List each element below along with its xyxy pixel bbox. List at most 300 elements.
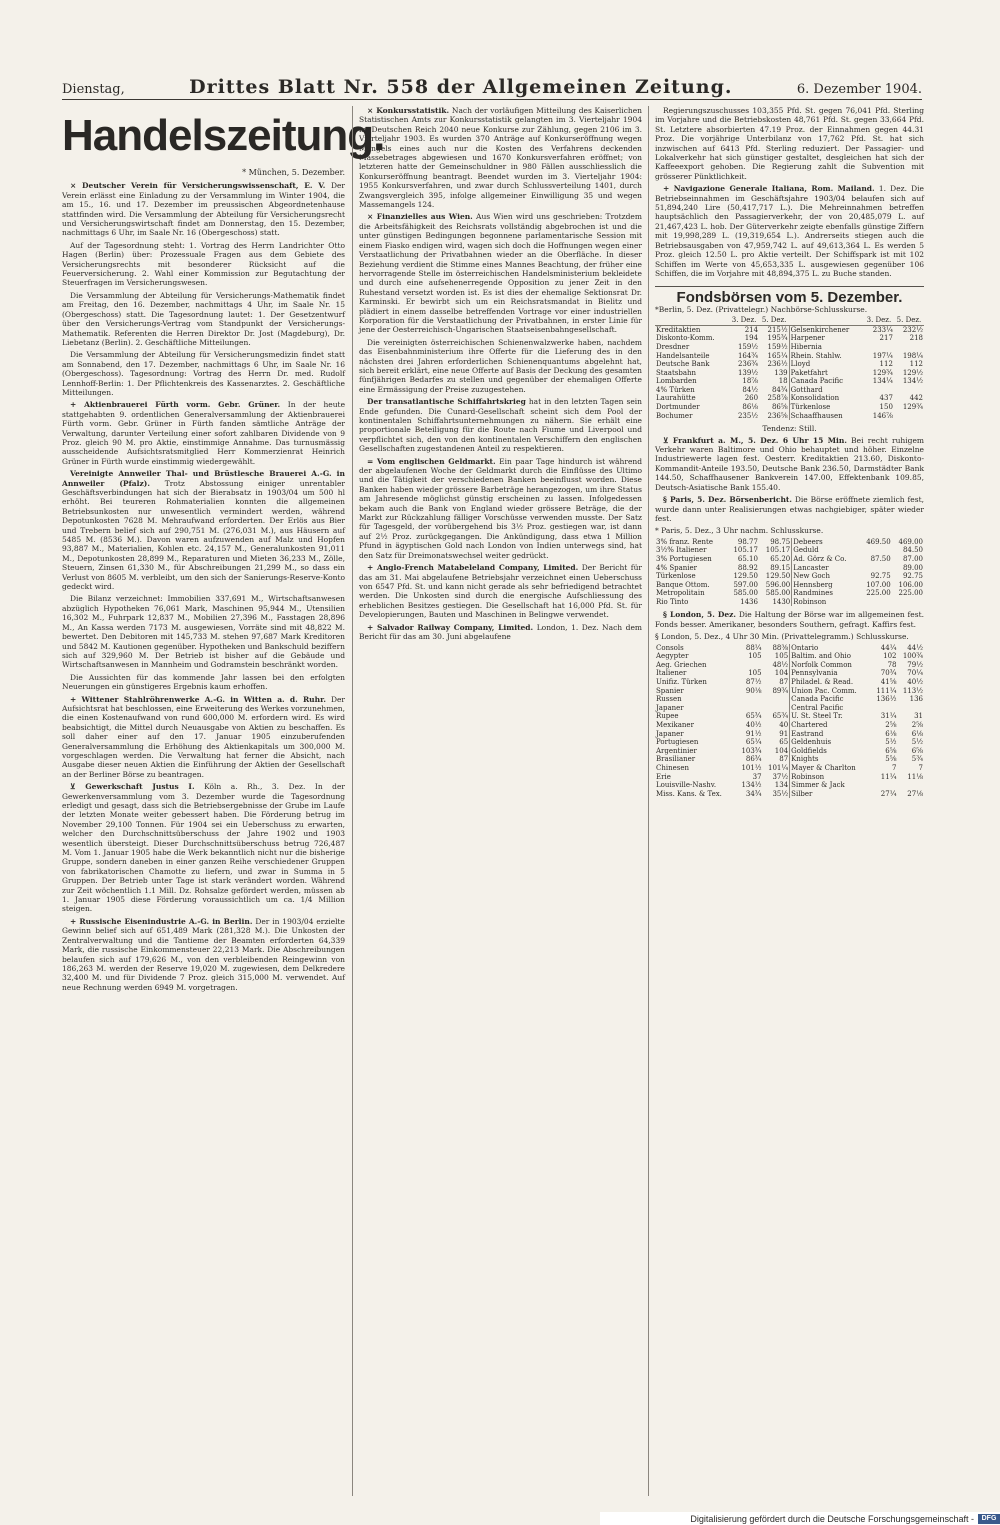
column-1-body bbox=[62, 181, 345, 992]
table-header-cell bbox=[789, 316, 864, 325]
article-paragraph bbox=[62, 673, 345, 692]
section-masthead: Handelszeitung. bbox=[62, 111, 385, 160]
london-heading: § London, 5. Dez. bbox=[663, 610, 737, 620]
security-name: Rio Tinto bbox=[656, 597, 689, 606]
quote-value: 86⅛ bbox=[742, 403, 759, 412]
table-row bbox=[655, 678, 924, 687]
security-name: Japaner bbox=[656, 729, 684, 738]
article-heading: × Deutscher Verein für Versicherungswissenschaft, E. V. bbox=[70, 181, 326, 191]
quote-value: 236½ bbox=[767, 360, 788, 369]
article-paragraph bbox=[655, 184, 924, 278]
london-text: Die Haltung der Börse war im allgemeinen fest. Fonds besser. Amerikaner, besonders Southern, gefragt. Kaffirs fest. bbox=[655, 610, 924, 629]
article-text: hat in den letzten Tagen sein Ende gefunden. Die Cunard-Gesellschaft scheint sich dem Pool der kontinentalen Schiffahrtsunternehmungen zu nähern. Sie erhält eine proportionale Beteiligung für die Route nach Fiume und Liverpool und verpflichtet sich, den von den kontinentalen Verschiffern den englischen Gesellschaften zugestandenen Anteil zu respektieren. bbox=[359, 397, 642, 454]
quote-value: 87 bbox=[779, 678, 789, 687]
article-paragraph bbox=[62, 782, 345, 914]
quote-value: 1436 bbox=[740, 597, 758, 606]
quote-value: 105 bbox=[748, 652, 762, 661]
quote-value: 31 bbox=[914, 712, 923, 721]
quote-value: 106.00 bbox=[898, 580, 923, 589]
quote-value: 65 bbox=[779, 738, 789, 747]
london-report bbox=[655, 610, 924, 629]
column-3-body bbox=[655, 106, 924, 278]
paris-quotes-table bbox=[655, 538, 924, 607]
quote-value: 35½ bbox=[772, 789, 789, 798]
quote-value: 258⅞ bbox=[767, 394, 788, 403]
quote-value: 150 bbox=[879, 403, 893, 412]
quote-value: 89¾ bbox=[772, 686, 789, 695]
table-row bbox=[655, 755, 924, 764]
quote-value: 139½ bbox=[737, 368, 759, 377]
security-name: Mexikaner bbox=[656, 721, 694, 730]
article-text: Die vereinigten österreichischen Schienenwalzwerke haben, nachdem das Eisenbahnministerium ihre Offerte für die Lieferung des in den nächsten drei Jahren erforderlichen Schienenquantums abgelehnt hat, sich bereit erklärt, eine neue Offerte auf Basis der Deckung des gesamten fünfjährigen Bedarfes zu stellen und gegenüber der ehemaligen Offerte eine Ermässigung der Preise zuzugestehen. bbox=[359, 337, 642, 394]
dateline: * München, 5. Dezember. bbox=[242, 168, 345, 177]
column-1 bbox=[62, 106, 385, 1496]
quote-value: 88¼ bbox=[745, 643, 762, 652]
security-name: Deutsche Bank bbox=[656, 360, 710, 369]
berlin-table-body bbox=[655, 325, 924, 420]
article-heading: + Navigazione Generale Italiana, Rom. Mailand. bbox=[663, 184, 875, 194]
security-name: Pennsylvania bbox=[790, 669, 871, 678]
quote-value bbox=[894, 412, 924, 421]
article-text: Der Aufsichtsrat hat beschlossen, eine Erweiterung des Werkes vorzunehmen, die einen Kostenaufwand von rund 600,000 M. erfordern wird. Es wird beabsichtigt, die Mittel durch Neuausgabe von Aktien zu beschaffen. Es soll daher einer auf den 17. Januar 1905 einzuberufenden Generalversammlung die Erhöhung des Aktienkapitals um 300,000 M. vorgeschlagen werden. Die Verwaltung hat ferner die Absicht, nach Ausgabe dieser neuen Aktien die Einführung der Aktien der Gesellschaft an der Berliner Börse zu beantragen. bbox=[62, 694, 345, 779]
security-name: Unifiz. Türken bbox=[656, 678, 707, 687]
article-paragraph bbox=[62, 917, 345, 992]
table-row bbox=[655, 343, 924, 352]
quote-value: 236¾ bbox=[737, 360, 759, 369]
quote-value: 111¼ bbox=[876, 686, 897, 695]
security-name: Canada Pacific bbox=[790, 695, 871, 704]
security-name: 3% Portugiesen bbox=[656, 554, 712, 563]
quote-value: 218 bbox=[909, 334, 923, 343]
quote-value: 469.00 bbox=[898, 537, 923, 546]
article-text: Köln a. Rh., 3. Dez. In der Gewerkenversammlung vom 3. Dezember wurde die Tagesordnung erledigt und gesagt, dass sich die Betriebsergebnisse der Grube im Laufe der letzten Monate weiter gebessert haben. Die Förderung betrug im November 29,100 Tonnen. Für 1904 sei ein Ueberschuss zu erwarten, welcher den Durchschnittsüberschuss der Jahre 1902 und 1903 wesentlich übersteigt. Dieser Durchschnittsüberschuss betrug 726,487 M. Vom 1. Januar 1905 habe die Werk bekanntlich nicht nur die bisherige Gruppe, sondern daneben in einer ganzen Reihe verschiedener Gruppen von fabrikatorischen Chamotte zu liefern, und zwar in Summa in 5 Gruppen. Der Betrieb unter Tage ist stark verändert worden. Während zur Zeit wöchentlich 1.1 Mill. Dz. Rohsalze gefördert werden, müssen ab 1. Januar 1905 diese Förderung voraussichtlich um ca. 1/4 Million steigen. bbox=[62, 782, 346, 914]
article-paragraph bbox=[62, 291, 345, 347]
quote-value: 136 bbox=[909, 695, 923, 704]
security-name: Harpener bbox=[789, 334, 864, 343]
security-name: Chinesen bbox=[656, 764, 689, 772]
quote-value: 89.00 bbox=[902, 563, 923, 572]
security-name: Simmer & Jack bbox=[790, 781, 871, 790]
paris-subheading: * Paris, 5. Dez., 3 Uhr nachm. Schlusskurse. bbox=[655, 526, 824, 536]
security-name: Laurahütte bbox=[656, 394, 696, 403]
security-name: New Goch bbox=[792, 572, 860, 581]
article-paragraph bbox=[62, 181, 345, 237]
quote-value: 129¾ bbox=[872, 368, 893, 377]
article-paragraph bbox=[655, 106, 924, 181]
security-name: Erie bbox=[656, 772, 671, 781]
quote-value: 40½ bbox=[745, 721, 762, 730]
quote-value: 65¾ bbox=[745, 712, 762, 721]
table-row bbox=[655, 386, 924, 395]
quote-value: 11¼ bbox=[880, 772, 897, 781]
quote-value bbox=[860, 546, 892, 555]
security-name: Argentinier bbox=[656, 746, 697, 755]
quote-value bbox=[864, 343, 894, 352]
article-paragraph bbox=[62, 469, 345, 591]
quote-value: 98.77 bbox=[737, 537, 758, 546]
quote-value: 91½ bbox=[745, 729, 762, 738]
quote-value: 91 bbox=[779, 729, 789, 738]
berlin-tendency: Tendenz: Still. bbox=[762, 424, 817, 434]
table-row bbox=[655, 589, 924, 598]
security-name: Geduld bbox=[792, 546, 860, 555]
quote-value: 139 bbox=[774, 368, 788, 377]
article-heading: + Russische Eisenindustrie A.-G. in Berlin. bbox=[70, 916, 253, 926]
quote-value: 86¾ bbox=[745, 755, 762, 764]
quote-value: 6⅛ bbox=[885, 729, 897, 738]
table-row bbox=[655, 546, 924, 555]
quote-value: 87.00 bbox=[902, 554, 923, 563]
table-row bbox=[655, 730, 924, 739]
security-name: Louisville-Nashv. bbox=[656, 781, 717, 790]
quote-value: 105 bbox=[748, 669, 762, 678]
table-header-cell: 5. Dez. bbox=[759, 316, 789, 325]
article-heading: Vereinigte Annweiler Thal- und Brüstlesche Brauerei A.-G. in Annweiler (Pfalz). bbox=[62, 469, 345, 488]
quote-value: 101¼ bbox=[768, 764, 789, 772]
quote-value: 5⅝ bbox=[885, 755, 897, 764]
table-row bbox=[655, 712, 924, 721]
quote-value: 89.15 bbox=[770, 563, 791, 572]
quote-value: 129½ bbox=[902, 368, 923, 377]
quote-value: 597.00 bbox=[733, 580, 758, 589]
security-name: Knights bbox=[790, 755, 871, 764]
table-header-cell: 5. Dez. bbox=[894, 316, 924, 325]
table-row bbox=[655, 669, 924, 678]
security-name: Goldfields bbox=[790, 747, 871, 756]
article-text: Die Versammlung der Abteilung für Versicherungs-Mathematik findet am Freitag, den 16. Dezember, nachmittags 4 Uhr, im Saale Nr. 15 (Obergeschoss) statt. Die Tagesordnung lautet: 1. Der Gesetzentwurf über den Versicherungs-Vertrag vom Standpunkt der Versicherungs-Mathematik. Referenten die Herren Direktor Dr. Jost (Magdeburg), Dr. Liebetanz (Berlin). 2. Geschäftliche Mitteilungen. bbox=[62, 290, 345, 347]
quote-value: 27¼ bbox=[880, 789, 897, 798]
quote-value: 88⅜ bbox=[772, 643, 789, 652]
article-paragraph bbox=[359, 338, 642, 394]
quote-value: 70¼ bbox=[907, 669, 923, 678]
quote-value: 442 bbox=[909, 394, 923, 403]
table-row bbox=[655, 790, 924, 799]
quote-value: 260 bbox=[744, 394, 759, 403]
quote-value: 98.75 bbox=[770, 537, 791, 546]
quote-value: 87½ bbox=[745, 678, 762, 687]
quote-value bbox=[864, 386, 894, 395]
table-row bbox=[655, 352, 924, 361]
paris-heading: § Paris, 5. Dez. Börsenbericht. bbox=[663, 495, 792, 505]
paris-table-body bbox=[655, 538, 924, 607]
quote-value: 48½ bbox=[772, 660, 789, 669]
security-name: Robinson bbox=[790, 773, 871, 782]
security-name: Hibernia bbox=[789, 343, 864, 352]
article-paragraph bbox=[62, 241, 345, 288]
security-name: Lombarden bbox=[656, 377, 697, 386]
quote-value: 113½ bbox=[902, 686, 923, 695]
quote-value bbox=[898, 781, 925, 790]
quote-value: 101½ bbox=[741, 764, 762, 772]
security-name: 4% Spanier bbox=[656, 563, 698, 572]
security-name: Dortmunder bbox=[656, 403, 700, 412]
table-row bbox=[655, 394, 924, 403]
security-name: Staatsbahn bbox=[656, 368, 697, 377]
security-name: Chartered bbox=[790, 721, 871, 730]
quote-value: 585.00 bbox=[733, 589, 758, 598]
quote-value bbox=[892, 598, 924, 607]
table-header-cell: 3. Dez. bbox=[864, 316, 894, 325]
security-name: Russen bbox=[656, 695, 682, 704]
security-name: Ontario bbox=[790, 644, 871, 653]
column-2 bbox=[352, 106, 642, 1496]
quote-value: 197¼ bbox=[872, 351, 893, 360]
quote-value: 225.00 bbox=[898, 589, 923, 598]
quote-value: 27⅛ bbox=[907, 789, 923, 798]
table-row bbox=[655, 781, 924, 790]
quote-value bbox=[860, 598, 892, 607]
quote-value: 87 bbox=[779, 755, 789, 764]
article-paragraph bbox=[359, 397, 642, 453]
column-3 bbox=[648, 106, 924, 1496]
london-subheading: § London, 5. Dez., 4 Uhr 30 Min. (Privattelegramm.) Schlusskurse. bbox=[655, 632, 909, 642]
quote-value: 44½ bbox=[907, 643, 923, 652]
article-paragraph bbox=[359, 623, 642, 642]
quote-value: 2⅝ bbox=[885, 721, 897, 730]
quote-value bbox=[860, 564, 892, 573]
quote-value: 31¼ bbox=[880, 712, 897, 721]
table-row bbox=[655, 773, 924, 782]
quote-value: 44¼ bbox=[880, 643, 897, 652]
security-name: Robinson bbox=[792, 598, 860, 607]
quote-value: 84¾ bbox=[771, 385, 788, 394]
frankfurt-report bbox=[655, 436, 924, 492]
security-name: Japaner bbox=[656, 703, 684, 712]
security-name: Paketfahrt bbox=[789, 369, 864, 378]
security-name: Philadel. & Read. bbox=[790, 678, 871, 687]
quote-value: 107.00 bbox=[866, 580, 891, 589]
table-row bbox=[655, 695, 924, 704]
table-row bbox=[655, 721, 924, 730]
article-text: Die Aussichten für das kommende Jahr lassen bei den erfolgten Neuerungen ein günstigeres Ergebnis kaum erhoffen. bbox=[62, 672, 345, 692]
security-name: Kreditaktien bbox=[656, 325, 701, 334]
security-name: Portugiesen bbox=[656, 738, 699, 747]
quote-value: 40½ bbox=[907, 678, 923, 687]
quote-value: 5¾ bbox=[911, 755, 923, 764]
quote-value: 103¾ bbox=[741, 746, 762, 755]
quote-value: 88.92 bbox=[737, 563, 758, 572]
quote-value bbox=[763, 704, 790, 713]
header-date: 6. Dezember 1904. bbox=[796, 82, 922, 97]
article-text: Regierungszuschusses 103,355 Pfd. St. gegen 76,041 Pfd. Sterling im Vorjahre und die Betriebskosten 48,761 Pfd. St. gegen 33,664 Pfd. St. Letztere absorbierten 47.19 Proz. der Einnahmen gegen 44.31 Proz. Die vorjährige Unterbilanz von 17,762 Pfd. St. hat sich inzwischen auf 6413 Pfd. Sterling reduziert. Der Passagier- und Lokalverkehr hat sich günstiger gestaltet, desgleichen hat sich der Kaffeeexport gehoben. Die Regierung zahlt die Subvention mit grösserer Pünktlichkeit. bbox=[655, 106, 924, 181]
quote-value: 104 bbox=[774, 746, 789, 755]
digitization-footer bbox=[600, 1512, 1000, 1525]
security-name: Gelsenkirchener bbox=[789, 325, 864, 334]
table-row bbox=[655, 652, 924, 661]
security-name: Banque Ottom. bbox=[656, 580, 710, 589]
berlin-table-header bbox=[655, 316, 924, 325]
security-name: 3% franz. Rente bbox=[656, 537, 713, 546]
security-name: Diskonto-Komm. bbox=[656, 334, 715, 343]
article-paragraph bbox=[62, 594, 345, 669]
quote-value: 134½ bbox=[902, 377, 923, 386]
quote-value: 100¾ bbox=[902, 652, 923, 661]
security-name: 4% Türken bbox=[656, 385, 695, 394]
article-paragraph bbox=[359, 563, 642, 619]
article-paragraph bbox=[359, 106, 642, 209]
article-text: Die Versammlung der Abteilung für Versicherungsmedizin findet statt am Sonnabend, den 17. Dezember, nachmittags 6 Uhr, im Saale Nr. 16 (Obergeschoss). Tagesordnung: Vortrag des Herrn Dr. med. Rudolf Lennhoff-Berlin: 1. Der Pflichtenkreis des Kassenarztes. 2. Geschäftliche Mitteilungen. bbox=[62, 350, 345, 397]
article-text: In der heute stattgehabten 9. ordentlichen Generalversammlung der Aktienbrauerei Fürth vorm. Gebr. Grüner in Fürth fanden sämtliche Anträge der Verwaltung, darunter Verteilung einer sofort zahlbaren Dividende von 9 Proz. gleich 90 M. pro Aktie, einstimmige Annahme. Das turnusmässig ausscheidende Aufsichtsratsmitglied Herr Kommerzienrat Heinrich Grüner in Fürth wurde einstimmig wiedergewählt. bbox=[62, 400, 346, 466]
london-quotes-table bbox=[655, 644, 924, 799]
table-row bbox=[655, 403, 924, 412]
table-header-cell: 3. Dez. bbox=[729, 316, 759, 325]
article-text: 1. Dez. Die Betriebseinnahmen im Geschäftsjahre 1903/04 belaufen sich auf 51,894,240 Lire (50,417,717 L.). Die Mehreinnahmen betreffen hauptsächlich den Passagierverkehr, der von 20,485,079 L. auf 21,467,423 L. hob. Der Güterverkehr zeigte ebenfalls günstige Ziffern mit 19,998,289 L. (19,319,654 L.). Andrerseits stiegen auch die Betriebsausgaben von 47,959,742 L. auf 49,613,364 L. Es werden 5 Proz. gleich 12.50 L. pro Aktie verteilt. Der Schiffspark ist mit 102 Schiffen im Werte von 45,653,335 L. ausgewiesen gegenüber 106 Schiffen, die im Vorjahre mit 48,894,375 L. zu Buche standen. bbox=[655, 184, 924, 278]
quote-value: 41⅝ bbox=[880, 678, 897, 687]
article-text: Trotz Abstossung einiger unrentabler Geschäftsverbindungen hat sich der Bierabsatz in 1903/04 um 500 hl erhöht. Bei teureren Rohmaterialien konnten die allgemeinen Betriebsunkosten nur unwesentlich vermindert werden, während Depotunkosten 7628 M. Mehraufwand erforderten. Der Erlös aus Bier und Trebern belief sich auf 290,751 M. (276,031 M.), aus Häusern auf 5485 M. (8536 M.). Davon waren aufzuwenden auf Malz und Hopfen 93,887 M., Materialien, Kohlen etc. 24,157 M., Generalunkosten 91,011 M., Depotunkosten 28,899 M., Reparaturen und Mieten 36,233 M., Zölle, Steuern, Zinsen 61,330 M., für Abschreibungen 21,299 M., so dass ein Verlust von 8605 M. verbleibt, um den sich der Sanierungs-Reserve-Konto gedeckt wird. bbox=[62, 478, 345, 592]
quote-value: 159½ bbox=[767, 342, 788, 351]
quote-value: 6⅝ bbox=[885, 746, 897, 755]
quote-value: 87.50 bbox=[870, 554, 891, 563]
table-row bbox=[655, 764, 924, 773]
frankfurt-heading: ⊻ Frankfurt a. M., 5. Dez. 6 Uhr 15 Min. bbox=[663, 435, 847, 445]
security-name: Türkenlose bbox=[656, 572, 696, 581]
article-paragraph bbox=[62, 400, 345, 466]
security-name: Union Pac. Comm. bbox=[790, 687, 871, 696]
quote-value: 596.00 bbox=[765, 580, 791, 589]
quote-value: 65¾ bbox=[772, 712, 789, 721]
quote-value: 79½ bbox=[907, 660, 923, 669]
article-paragraph bbox=[359, 457, 642, 560]
paris-text: Die Börse eröffnete ziemlich fest, wurde dann unter Realisierungen etwas nachgiebiger, später wieder fest. bbox=[655, 495, 924, 523]
table-row bbox=[655, 572, 924, 581]
article-heading: + Aktienbrauerei Fürth vorm. Gebr. Grüner. bbox=[70, 400, 281, 410]
quote-value: 84.50 bbox=[902, 546, 923, 555]
quote-value: 104 bbox=[774, 669, 789, 678]
security-name: Geldenhuis bbox=[790, 738, 871, 747]
table-row bbox=[655, 538, 924, 547]
article-paragraph bbox=[62, 695, 345, 780]
quote-value: 40 bbox=[779, 721, 789, 730]
security-name: Gotthard bbox=[789, 386, 864, 395]
quote-value: 134¼ bbox=[872, 377, 893, 386]
header-title: Drittes Blatt Nr. 558 der Allgemeinen Zeitung. bbox=[189, 76, 733, 98]
quote-value: 65¼ bbox=[745, 738, 762, 747]
quote-value: 195¾ bbox=[767, 334, 788, 343]
quote-value: 92.75 bbox=[902, 572, 923, 581]
quote-value: 112 bbox=[879, 360, 893, 369]
quote-value: 235½ bbox=[737, 411, 759, 420]
article-text: London, 1. Dez. Nach dem Bericht für das am 30. Juni abgelaufene bbox=[359, 622, 642, 641]
article-text: Nach der vorläufigen Mitteilung des Kaiserlichen Statistischen Amts zur Konkursstatistik gelangten im 3. Vierteljahr 1904 im Deutschen Reich 2040 neue Konkurse zur Zählung, gegen 2106 im 3. Vierteljahr 1903. Es wurden 370 Anträge auf Konkurseröffnung wegen Mangels eines auch nur die Kosten des Verfahrens deckenden Massebetrages abgewiesen und 1670 Konkursverfahren eröffnet; von letzteren hatte der Gemeinschuldner in 980 Fällen ausschliesslich die Konkurseröffnung beantragt. Beendet wurden im 3. Vierteljahr 1904: 1955 Konkursverfahren, und zwar durch Schlussverteilung 1401, durch Zwangsvergleich 395, infolge allgemeiner Einwilligung 35 und wegen Massemangels 124. bbox=[359, 106, 642, 210]
quote-value bbox=[736, 695, 762, 704]
security-name: Italiener bbox=[656, 669, 687, 678]
security-name: Aeg. Griechen bbox=[656, 660, 707, 669]
security-name: Aegypter bbox=[656, 652, 689, 661]
security-name: Konsolidation bbox=[789, 394, 864, 403]
article-text: Ein paar Tage hindurch ist während der abgelaufenen Woche der Geldmarkt durch die Einflüsse des Ultimo und die Tätigkeit der verschiedenen Banken beeinflusst worden. Diese Banken haben wieder grössere Barbeträge herangezogen, um ihre Status am Jahresende möglichst günstig erscheinen zu lassen. Infolgedessen bekam auch die Bank von England wieder grössere Beträge, die der Markt zur Rückzahlung fälliger Vorschüsse verwenden musste. Der Satz für Tagesgeld, der vorübergehend bis 3½ Proz. gestiegen war, ist dann auf 2½ Proz. zurückgegangen. Die Ankündigung, dass etwa 1 Million Pfund in ägyptischen Gold nach London von Indien unterwegs sind, hat den Satz für Dreimonatswechsel weiter gedrückt. bbox=[359, 456, 643, 560]
security-name: 3½% Italiener bbox=[656, 546, 707, 555]
table-row bbox=[655, 687, 924, 696]
table-row bbox=[655, 555, 924, 564]
security-name: Rupee bbox=[656, 712, 679, 721]
article-heading: ⊻ Gewerkschaft Justus I. bbox=[70, 782, 195, 792]
quote-value: 1430 bbox=[772, 597, 791, 606]
security-name: Eastrand bbox=[790, 730, 871, 739]
table-row bbox=[655, 581, 924, 590]
footer-text: Digitalisierung gefördert durch die Deutsche Forschungsgemeinschaft - bbox=[690, 1513, 974, 1524]
table-row bbox=[655, 661, 924, 670]
table-row bbox=[655, 360, 924, 369]
quote-value: 214 bbox=[744, 325, 759, 334]
quote-value: 164¾ bbox=[737, 351, 759, 360]
article-text: Der in 1903/04 erzielte Gewinn belief sich auf 651,489 Mark (281,328 M.). Die Unkosten der Zentralverwaltung und die Tantieme der Beamten erforderten 64,339 Mark, die russische Einkommensteuer 22,213 Mark. Die Abschreibungen belaufen sich auf 179,626 M., von den verbleibenden Reingewinn von 186,263 M. werden der Reserve 19,020 M. zugewiesen, dem Delkredere 32,400 M. und für Dividende 7 Proz. gleich 315,000 M. verwendet. Auf neue Rechnung werden 6949 M. vorgetragen. bbox=[62, 916, 345, 992]
security-name: Lancaster bbox=[792, 564, 860, 573]
article-text: Die Bilanz verzeichnet: Immobilien 337,691 M., Wirtschaftsanwesen abzüglich Hypotheken 76,061 Mark, Maschinen 95,944 M., Utensilien 16,302 M., Fuhrpark 12,837 M., Mobilien 27,396 M., Fasstagen 28,896 M., An Kassa werden 7173 M. ausgewiesen, Vorräte sind mit 48,822 M. bewertet. Den Debitoren mit 145,733 M. stehen 97,687 Mark Kreditoren und 5842 M. Kautionen gegenüber. Hypotheken und Bankschuld beziffern sich auf 329,960 M. Der Betrieb ist bisher auf die Gebäude und Wirtschaftsanwesen in Mannheim und Godramstein beschränkt worden. bbox=[62, 594, 345, 670]
quote-value: 65.10 bbox=[737, 554, 758, 563]
table-header-cell bbox=[655, 316, 729, 325]
quote-value: 129¾ bbox=[902, 403, 923, 412]
quote-value: 105 bbox=[774, 652, 789, 661]
security-name: Spanier bbox=[656, 686, 684, 695]
article-heading: + Salvador Railway Company, Limited. bbox=[367, 622, 534, 632]
table-row bbox=[655, 369, 924, 378]
quote-value: 92.75 bbox=[870, 572, 891, 581]
security-name: Brasilianer bbox=[656, 755, 696, 764]
security-name: U. St. Steel Tr. bbox=[790, 712, 871, 721]
article-paragraph bbox=[359, 212, 642, 334]
table-row bbox=[655, 334, 924, 343]
security-name: Debeers bbox=[792, 538, 860, 547]
quote-value: 70¾ bbox=[880, 669, 897, 678]
table-row bbox=[655, 564, 924, 573]
quote-value: 129.50 bbox=[733, 572, 758, 581]
quote-value: 105.17 bbox=[765, 546, 791, 555]
security-name: Bochumer bbox=[656, 411, 693, 420]
quote-value: 90⅛ bbox=[745, 686, 762, 695]
security-name: Metropolitain bbox=[656, 589, 705, 598]
quote-value: 469.50 bbox=[866, 537, 891, 546]
article-heading: × Konkursstatistik. bbox=[367, 106, 450, 115]
dfg-logo: DFG bbox=[978, 1514, 1000, 1524]
security-name: Miss. Kans. & Tex. bbox=[656, 789, 722, 798]
london-table-body bbox=[655, 644, 924, 799]
security-name: Hennsberg bbox=[792, 581, 860, 590]
quote-value: 165¼ bbox=[767, 351, 788, 360]
quote-value: 233¼ bbox=[872, 325, 893, 334]
quote-value: 134½ bbox=[741, 781, 762, 790]
berlin-quotes-table bbox=[655, 316, 924, 420]
quote-value: 112 bbox=[909, 360, 923, 369]
article-heading: Der transatlantische Schiffahrtskrieg bbox=[367, 397, 526, 407]
security-name: Schaaffhausen bbox=[789, 412, 864, 421]
security-name: Baltim. and Ohio bbox=[790, 652, 871, 661]
column-2-body bbox=[359, 106, 642, 641]
quote-value: 18⅞ bbox=[742, 377, 759, 386]
quote-value: 129.50 bbox=[765, 572, 791, 581]
security-name: Consols bbox=[656, 643, 684, 652]
security-name: Dresdner bbox=[656, 342, 690, 351]
quote-value: 37 bbox=[752, 772, 762, 781]
quote-value bbox=[898, 704, 925, 713]
quote-value: 86⅝ bbox=[771, 403, 788, 412]
quote-value: 6⅝ bbox=[911, 746, 923, 755]
quote-value bbox=[894, 343, 924, 352]
quote-value: 65.20 bbox=[770, 554, 791, 563]
quote-value: 437 bbox=[879, 394, 893, 403]
quote-value bbox=[736, 661, 762, 670]
paris-report bbox=[655, 495, 924, 523]
quote-value bbox=[736, 704, 762, 713]
security-name: Rhein. Stahlw. bbox=[789, 352, 864, 361]
security-name: Ad. Görz & Co. bbox=[792, 555, 860, 564]
quote-value: 105.17 bbox=[733, 546, 758, 555]
article-heading: + Wittener Stahlröhrenwerke A.-G. in Witten a. d. Ruhr. bbox=[70, 694, 326, 704]
quote-value: 217 bbox=[879, 334, 893, 343]
security-name: Lloyd bbox=[789, 360, 864, 369]
quote-value: 7 bbox=[892, 764, 897, 772]
table-row bbox=[655, 598, 924, 607]
article-paragraph bbox=[62, 350, 345, 397]
